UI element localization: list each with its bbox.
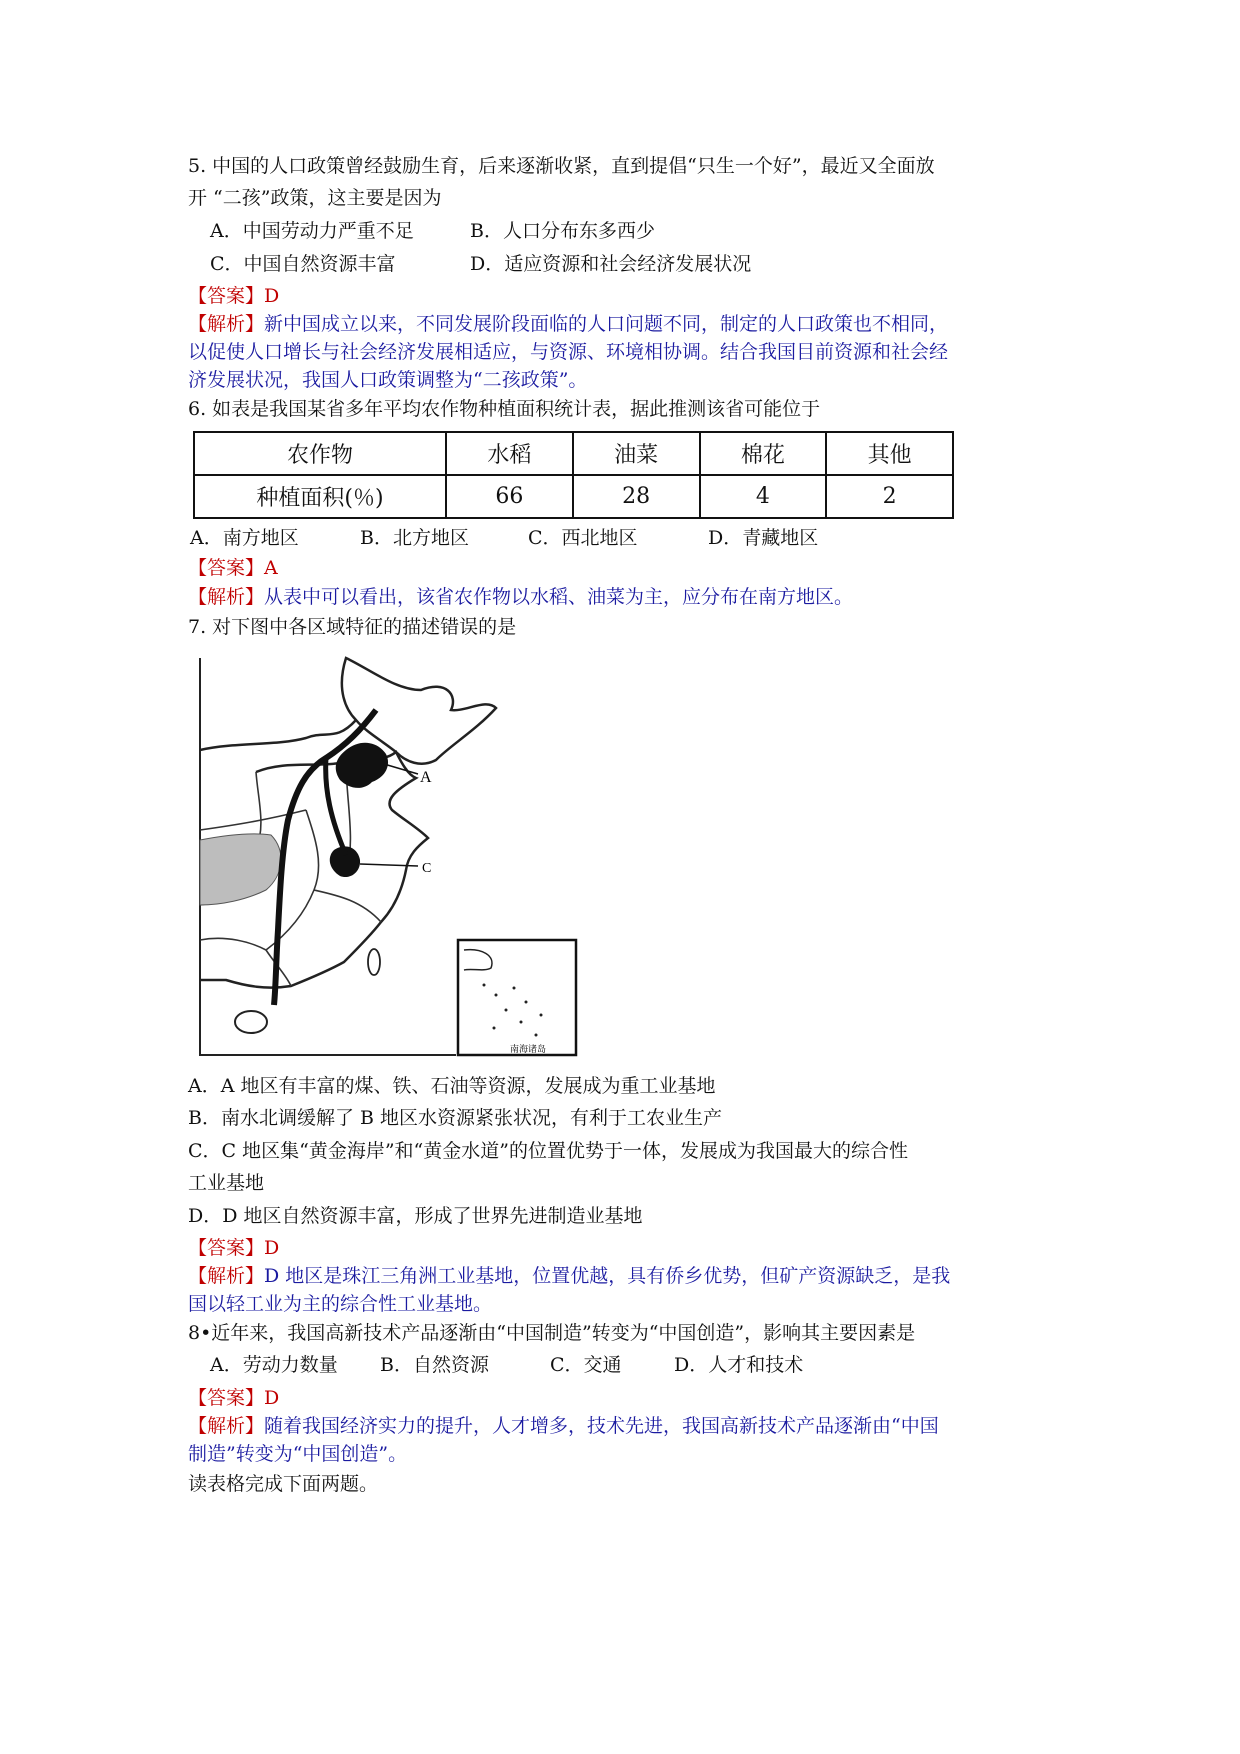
q8-answer	[188, 1385, 279, 1411]
q6-analysis	[188, 584, 853, 610]
table-value-other: 2	[826, 475, 953, 518]
q6-option-a[interactable]: A．南方地区	[190, 527, 299, 549]
q5-stem-line2: 开 “二孩”政策，这主要是因为	[188, 187, 442, 209]
q5-option-d[interactable]: D．适应资源和社会经济发展状况	[470, 253, 752, 275]
q7-analysis-line1	[188, 1263, 950, 1289]
q6-stem: 6. 如表是我国某省多年平均农作物种植面积统计表，据此推测该省可能位于	[188, 398, 821, 420]
q8-option-d[interactable]: D．人才和技术	[674, 1354, 804, 1376]
q8-options	[210, 1352, 803, 1378]
q7-option-d[interactable]: D．D 地区自然资源丰富，形成了世界先进制造业基地	[188, 1205, 643, 1227]
q8-answer-tag: 【答案】	[188, 1387, 265, 1409]
q8-analysis-text1: 随着我国经济实力的提升，人才增多，技术先进，我国高新技术产品逐渐由“中国	[264, 1415, 939, 1437]
table-header-row	[194, 432, 953, 475]
q6-analysis-text: 从表中可以看出，该省农作物以水稻、油菜为主，应分布在南方地区。	[264, 586, 854, 608]
q6-option-c[interactable]: C．西北地区	[528, 527, 638, 549]
table-value-rapeseed: 28	[573, 475, 700, 518]
q7-option-a[interactable]: A．A 地区有丰富的煤、铁、石油等资源，发展成为重工业基地	[188, 1075, 716, 1097]
q5-analysis-text1: 新中国成立以来，不同发展阶段面临的人口问题不同，制定的人口政策也不相同，	[264, 313, 949, 335]
q6-answer	[188, 555, 278, 581]
q7-option-b[interactable]: B．南水北调缓解了 B 地区水资源紧张状况，有利于工农业生产	[188, 1107, 723, 1129]
table-value-row	[194, 475, 953, 518]
q7-stem: 7. 对下图中各区域特征的描述错误的是	[188, 616, 517, 638]
q5-analysis-line3: 济发展状况，我国人口政策调整为“二孩政策”。	[188, 369, 588, 391]
q5-options-row2	[210, 251, 751, 277]
q8-option-b[interactable]: B．自然资源	[380, 1354, 489, 1376]
map-label-a: A	[420, 769, 432, 786]
q6-options	[190, 525, 818, 551]
table-value-rice: 66	[446, 475, 573, 518]
q5-option-b[interactable]: B．人口分布东多西少	[470, 220, 655, 242]
q5-answer-value: D	[264, 285, 280, 307]
q6-analysis-tag: 【解析】	[188, 586, 265, 608]
q5-stem-line1: 5. 中国的人口政策曾经鼓励生育，后来逐渐收紧，直到提倡“只生一个好”，最近又全面放	[188, 155, 935, 177]
q8-analysis-tag: 【解析】	[188, 1415, 265, 1437]
table-crop-rapeseed: 油菜	[573, 432, 700, 475]
q5-options-row1	[210, 218, 655, 244]
q5-analysis-line2: 以促使人口增长与社会经济发展相适应，与资源、环境相协调。结合我国目前资源和社会经	[188, 341, 949, 363]
china-region-map	[196, 650, 582, 1060]
q7-analysis-line2: 国以轻工业为主的综合性工业基地。	[188, 1293, 493, 1315]
map-inset-box	[458, 940, 576, 1055]
q6-option-b[interactable]: B．北方地区	[360, 527, 469, 549]
q5-analysis-line1	[188, 311, 948, 337]
q5-answer-tag: 【答案】	[188, 285, 265, 307]
q8-option-a[interactable]: A．劳动力数量	[210, 1354, 338, 1376]
q8-analysis-line2: 制造”转变为“中国创造”。	[188, 1443, 408, 1465]
map-inset-label: 南海诸岛	[509, 1045, 547, 1055]
q7-answer	[188, 1235, 279, 1261]
q8-analysis-line1	[188, 1413, 939, 1439]
q8-option-c[interactable]: C．交通	[550, 1354, 622, 1376]
q7-analysis-text1: D 地区是珠江三角洲工业基地，位置优越，具有侨乡优势，但矿产资源缺乏，是我	[264, 1265, 951, 1287]
footer-instruction: 读表格完成下面两题。	[188, 1473, 379, 1495]
q7-answer-value: D	[264, 1237, 280, 1259]
table-value-cotton: 4	[700, 475, 827, 518]
q5-analysis-tag: 【解析】	[188, 313, 265, 335]
crop-area-table	[193, 431, 954, 519]
table-header-label: 农作物	[194, 432, 446, 475]
q8-answer-value: D	[264, 1387, 280, 1409]
q5-option-a[interactable]: A．中国劳动力严重不足	[210, 220, 414, 242]
table-row-label: 种植面积(％)	[194, 475, 446, 518]
q7-option-c-line2: 工业基地	[188, 1172, 265, 1194]
table-crop-cotton: 棉花	[700, 432, 827, 475]
table-crop-rice: 水稻	[446, 432, 573, 475]
table-crop-other: 其他	[826, 432, 953, 475]
q6-answer-tag: 【答案】	[188, 557, 265, 579]
q7-option-c-line1[interactable]: C．C 地区集“黄金海岸”和“黄金水道”的位置优势于一体，发展成为我国最大的综合性	[188, 1140, 908, 1162]
q6-answer-value: A	[264, 557, 278, 579]
q5-answer	[188, 283, 279, 309]
q5-option-c[interactable]: C．中国自然资源丰富	[210, 253, 396, 275]
q7-analysis-tag: 【解析】	[188, 1265, 265, 1287]
q6-option-d[interactable]: D．青藏地区	[708, 527, 819, 549]
q8-stem: 8•近年来，我国高新技术产品逐渐由“中国制造”转变为“中国创造”，影响其主要因素是	[188, 1322, 916, 1344]
q7-answer-tag: 【答案】	[188, 1237, 265, 1259]
map-label-c: C	[422, 861, 432, 876]
